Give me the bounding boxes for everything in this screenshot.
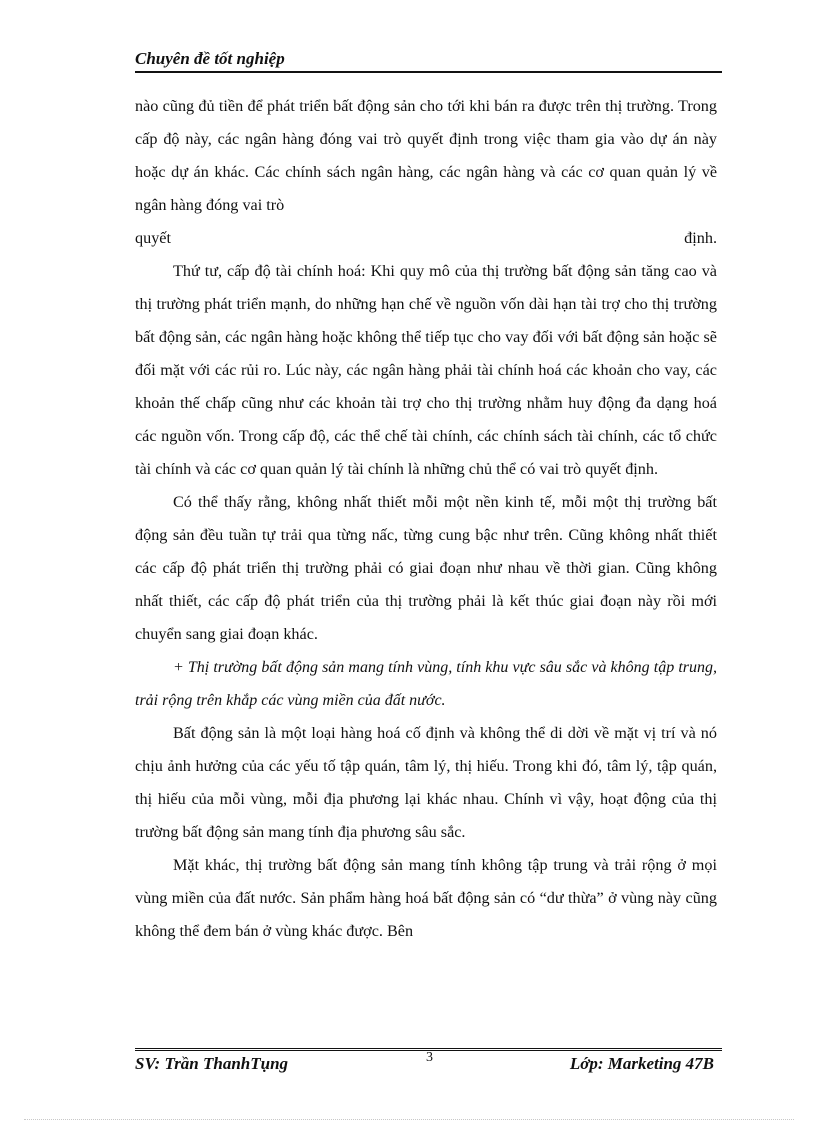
class-label: Lớp: Marketing 47B xyxy=(569,1054,714,1073)
paragraph-1: nào cũng đủ tiền để phát triển bất động sản cho tới khi bán ra được trên thị trường. Trong cấp độ này, các ngân hàng đóng vai trò quyết định trong việc tham gia vào dự án này hoặc dự án khác. Các chính sách ngân hàng, các ngân hàng và các cơ quan quản lý về ngân hàng đóng vai trò xyxy=(135,97,717,214)
paragraph-1-last-word-right: định. xyxy=(684,229,717,247)
paragraph-1-last-word-left: quyết xyxy=(135,229,171,247)
paragraph-3: Có thể thấy rằng, không nhất thiết mỗi một nền kinh tế, mỗi một thị trường bất động sản đều tuần tự trải qua từng nấc, từng cung bậc như trên. Cũng không nhất thiết các cấp độ phát triển thị trường phải có giai đoạn như nhau về thời gian. Cũng không nhất thiết, các cấp độ phát triển của thị trường phải là kết thúc giai đoạn này rồi mới chuyển sang giai đoạn khác. xyxy=(135,493,717,643)
document-body xyxy=(135,90,717,948)
header-rule xyxy=(135,71,722,73)
paragraph-5: Bất động sản là một loại hàng hoá cố định và không thể di dời về mặt vị trí và nó chịu ảnh hưởng của các yếu tố tập quán, tâm lý, thị hiếu. Trong khi đó, tâm lý, tập quán, thị hiếu của mỗi vùng, mỗi địa phương lại khác nhau. Chính vì vậy, hoạt động của thị trường bất động sản mang tính địa phương sâu sắc. xyxy=(135,724,717,841)
page-header xyxy=(135,48,722,73)
paragraph-4-italic: + Thị trường bất động sản mang tính vùng, tính khu vực sâu sắc và không tập trung, trải rộng trên khắp các vùng miền của đất nước. xyxy=(135,659,717,709)
footer-row xyxy=(135,1051,722,1075)
paragraph-6: Mặt khác, thị trường bất động sản mang tính không tập trung và trải rộng ở mọi vùng miền của đất nước. Sản phẩm hàng hoá bất động sản có “dư thừa” ở vùng này cũng không thể đem bán ở vùng khác được. Bên xyxy=(135,856,717,940)
page-number: 3 xyxy=(426,1050,433,1065)
document-title: Chuyên đề tốt nghiệp xyxy=(135,49,285,68)
page-footer xyxy=(135,1048,722,1075)
paragraph-1-last-line xyxy=(135,222,717,255)
paragraph-2: Thứ tư, cấp độ tài chính hoá: Khi quy mô của thị trường bất động sản tăng cao và thị trường phát triển mạnh, do những hạn chế về nguồn vốn dài hạn tài trợ cho thị trường bất động sản, các ngân hàng hoặc không thể tiếp tục cho vay đối với bất động sản hoặc sẽ đối mặt với các rủi ro. Lúc này, các ngân hàng phải tài chính hoá các khoản cho vay, các khoản thế chấp cũng như các khoản tài trợ cho thị trường nhằm huy động đa dạng hoá các nguồn vốn. Trong cấp độ, các thể chế tài chính, các chính sách tài chính, các tổ chức tài chính và các cơ quan quản lý tài chính là những chủ thể có vai trò quyết định. xyxy=(135,262,717,478)
student-name: SV: Trần ThanhTụng xyxy=(135,1054,289,1073)
page-bottom-border xyxy=(24,1119,794,1120)
